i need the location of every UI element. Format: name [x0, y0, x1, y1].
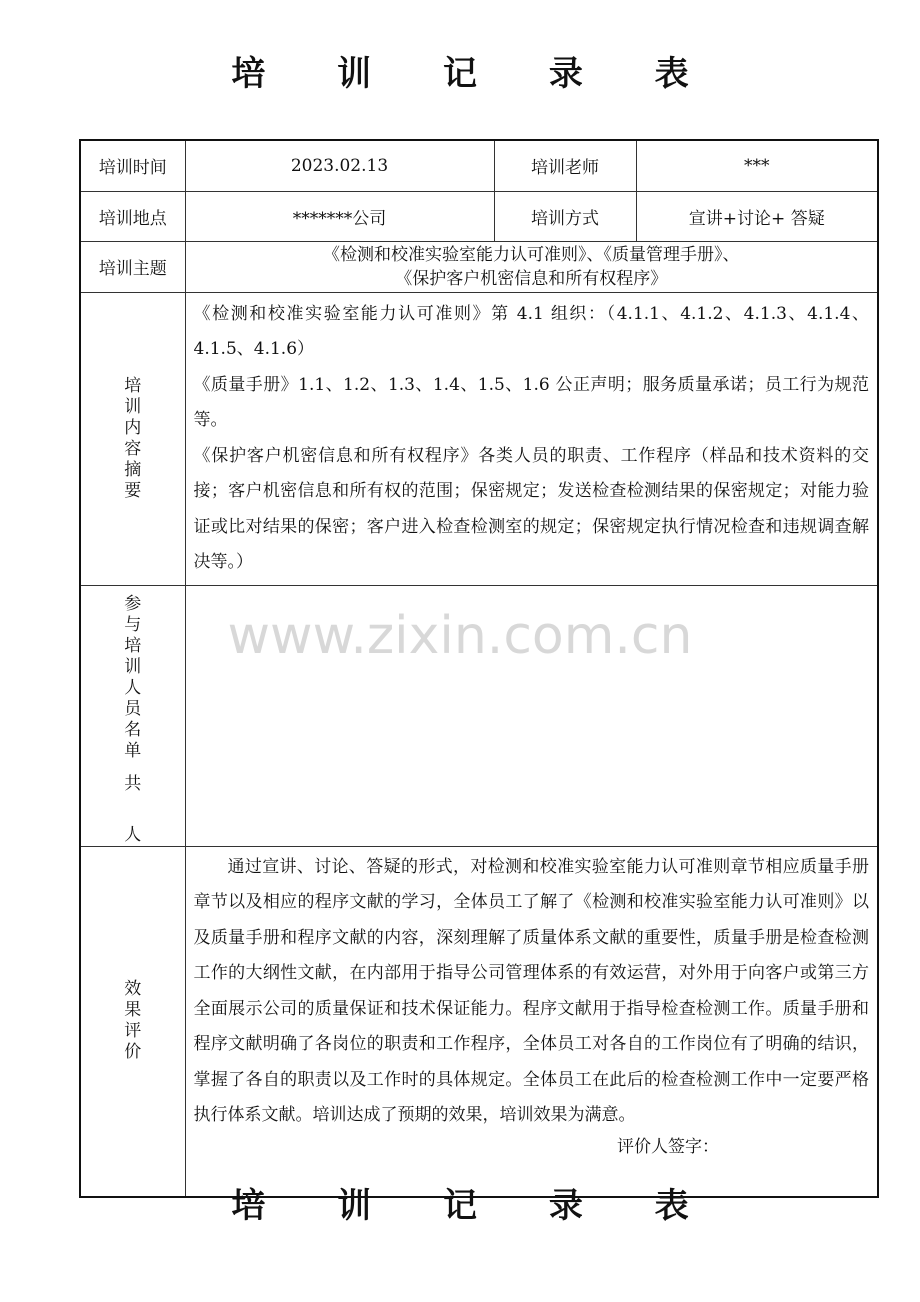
training-method-label: 培训方式 [494, 191, 636, 241]
participants-label-char: 培 [124, 635, 142, 656]
training-topic-value [185, 241, 878, 292]
training-place-label: 培训地点 [80, 191, 185, 241]
topic-line-2: 《保护客户机密信息和所有权程序》 [395, 268, 668, 289]
page-title: 培 训 记 录 表 [231, 54, 719, 94]
row-training-time [80, 140, 878, 191]
participants-label-char: 参 [124, 593, 142, 614]
row-effect [80, 846, 878, 1197]
participants-label-char: 员 [124, 698, 142, 719]
effect-label-char: 评 [124, 1021, 142, 1042]
participants-label-char: 与 [124, 614, 142, 635]
summary-paragraph: 《检测和校准实验室能力认可准则》第 4.1 组织：（4.1.1、4.1.2、4.1.3、4.1.4、4.1.5、4.1.6） [193, 303, 869, 359]
participants-list [185, 585, 878, 846]
evaluator-signature: 评价人签字： [617, 1136, 719, 1157]
trainer-value: *** [636, 140, 878, 191]
participants-total-suffix: 人 [124, 824, 142, 845]
training-place-value: *******公司 [185, 191, 494, 241]
summary-label-char: 训 [124, 396, 142, 417]
participants-label [80, 585, 185, 846]
effect-label-char: 效 [124, 979, 142, 1000]
summary-paragraph: 《保护客户机密信息和所有权程序》各类人员的职责、工作程序（样品和技术资料的交接；客户机密信息和所有权的范围；保密规定；发送检查检测结果的保密规定；对能力验证或比对结果的保密；客户进入检查检测室的规定；保密规定执行情况检查和违规调查解决等。） [193, 445, 869, 572]
training-time-label: 培训时间 [80, 140, 185, 191]
summary-label-char: 培 [124, 375, 142, 396]
participants-total-prefix: 共 [124, 773, 142, 794]
summary-content [185, 292, 878, 585]
training-record-table [79, 139, 879, 1198]
participants-label-char: 单 [124, 740, 142, 761]
row-summary [80, 292, 878, 585]
summary-label-char: 内 [124, 417, 142, 438]
watermark: www.zixin.com.cn [227, 606, 693, 666]
summary-paragraph: 《质量手册》1.1、1.2、1.3、1.4、1.5、1.6 公正声明；服务质量承诺；员工行为规范等。 [193, 374, 869, 430]
effect-label [80, 846, 185, 1197]
row-training-topic [80, 241, 878, 292]
training-topic-label: 培训主题 [80, 241, 185, 292]
summary-label-char: 容 [124, 438, 142, 459]
training-method-value: 宣讲+讨论+ 答疑 [636, 191, 878, 241]
topic-line-1: 《检测和校准实验室能力认可准则》、《质量管理手册》、 [323, 244, 740, 265]
effect-paragraph: 通过宣讲、讨论、答疑的形式，对检测和校准实验室能力认可准则章节相应质量手册章节以及相应的程序文献的学习，全体员工了解了《检测和校准实验室能力认可准则》以及质量手册和程序文献的内容，深刻理解了质量体系文献的重要性，质量手册是检查检测工作的大纲性文献，在内部用于指导公司管理体系的有效运营，对外用于向客户或第三方全面展示公司的质量保证和技术保证能力。程序文献用于指导检查检测工作。质量手册和程序文献明确了各岗位的职责和工作程序，全体员工对各自的工作岗位有了明确的结识，掌握了各自的职责以及工作时的具体规定。全体员工在此后的检查检测工作中一定要严格执行体系文献。培训达成了预期的效果，培训效果为满意。 [193, 856, 869, 1125]
training-time-value: 2023.02.13 [185, 140, 494, 191]
trainer-label: 培训老师 [494, 140, 636, 191]
effect-label-char: 果 [124, 1000, 142, 1021]
summary-label-char: 摘 [124, 459, 142, 480]
effect-content [185, 846, 878, 1197]
participants-label-char: 人 [124, 677, 142, 698]
summary-label [80, 292, 185, 585]
summary-label-char: 要 [124, 480, 142, 501]
participants-label-char: 名 [124, 719, 142, 740]
footer-title: 培 训 记 录 表 [231, 1186, 719, 1226]
row-participants [80, 585, 878, 846]
effect-label-char: 价 [124, 1042, 142, 1063]
participants-label-char: 训 [124, 656, 142, 677]
row-training-place [80, 191, 878, 241]
